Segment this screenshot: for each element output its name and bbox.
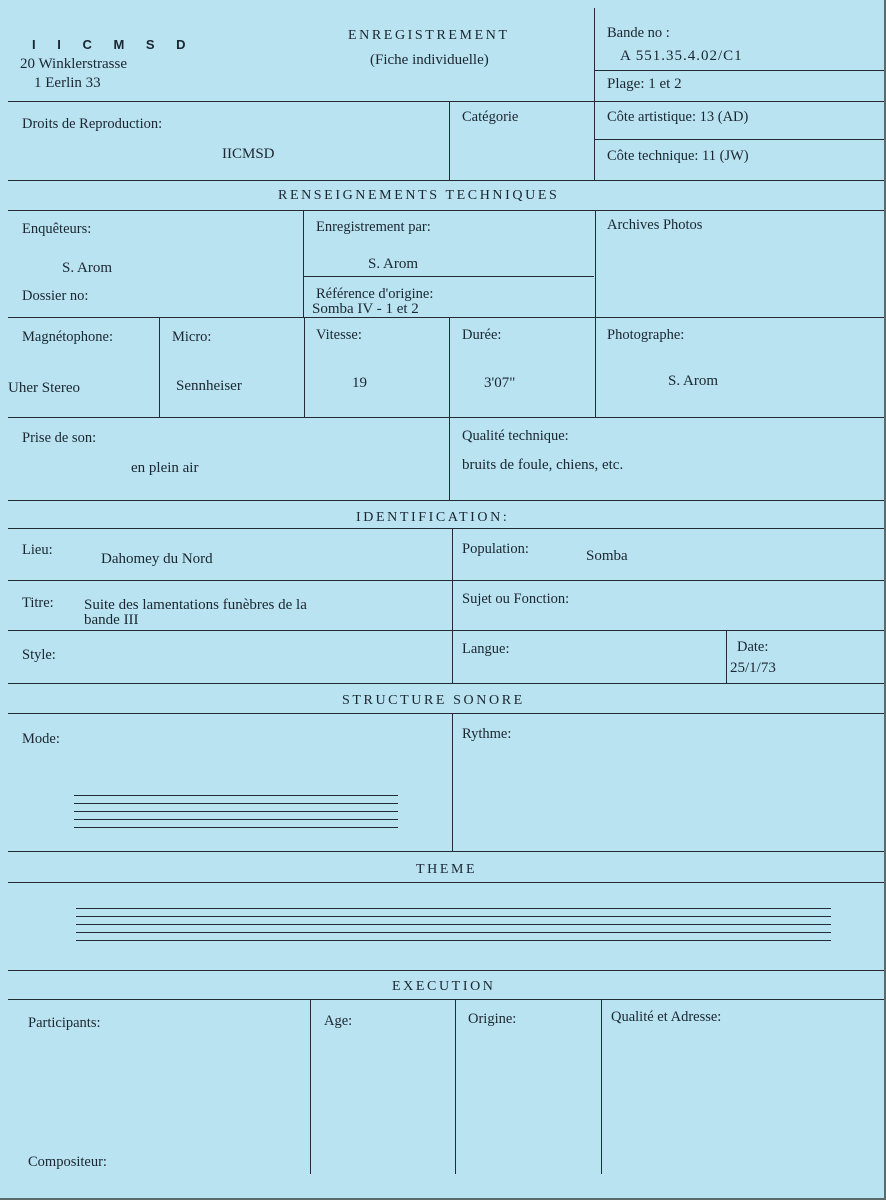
titre-label: Titre: <box>22 595 54 611</box>
staff-line <box>74 795 398 796</box>
duree-value: 3'07" <box>484 375 516 391</box>
population-label: Population: <box>462 541 529 557</box>
divider <box>8 180 884 181</box>
staff-line <box>74 827 398 828</box>
reference-value: Somba IV - 1 et 2 <box>312 301 419 317</box>
style-label: Style: <box>22 647 56 663</box>
lieu-value: Dahomey du Nord <box>101 551 213 567</box>
bande-value: A 551.35.4.02/C1 <box>620 48 743 64</box>
micro-label: Micro: <box>172 329 212 345</box>
institution-street: 20 Winklerstrasse <box>20 56 128 72</box>
age-label: Age: <box>324 1013 353 1029</box>
divider <box>304 317 305 417</box>
titre-value-line1: Suite des lamentations funèbres de la <box>84 597 307 613</box>
titre-value-line2: bande III <box>84 612 139 628</box>
section-title-theme: THEME <box>416 862 478 877</box>
qualite-adresse-label: Qualité et Adresse: <box>611 1009 722 1025</box>
section-title-execution: EXECUTION <box>392 979 496 994</box>
institution-logo: I I C M S D <box>32 37 195 52</box>
form-subtitle: (Fiche individuelle) <box>370 52 489 68</box>
divider <box>8 417 884 418</box>
magnetophone-label: Magnétophone: <box>22 329 114 345</box>
divider <box>452 713 453 851</box>
photographe-label: Photographe: <box>607 327 685 343</box>
bande-label: Bande no : <box>607 25 670 41</box>
staff-line <box>76 916 831 917</box>
divider <box>8 528 884 529</box>
form-title: ENREGISTREMENT <box>348 28 510 43</box>
divider <box>601 999 602 1174</box>
categorie-label: Catégorie <box>462 109 519 125</box>
divider <box>8 580 884 581</box>
divider <box>8 882 884 883</box>
vitesse-label: Vitesse: <box>316 327 362 343</box>
divider <box>452 528 453 683</box>
date-label: Date: <box>737 639 769 655</box>
divider <box>449 417 450 500</box>
institution-city: 1 Eerlin 33 <box>34 75 101 91</box>
staff-line <box>76 908 831 909</box>
divider <box>8 683 884 684</box>
magnetophone-value: Uher Stereo <box>8 380 81 396</box>
participants-label: Participants: <box>28 1015 101 1031</box>
divider <box>8 101 884 102</box>
divider <box>8 210 884 211</box>
section-title-technical: RENSEIGNEMENTS TECHNIQUES <box>278 188 560 203</box>
droits-value: IICMSD <box>222 146 275 162</box>
photographe-value: S. Arom <box>668 373 719 389</box>
divider <box>594 8 595 180</box>
sujet-fonction-label: Sujet ou Fonction: <box>462 591 570 607</box>
divider <box>303 276 594 277</box>
divider <box>455 999 456 1174</box>
cote-artistique: Côte artistique: 13 (AD) <box>607 109 749 125</box>
staff-line <box>74 819 398 820</box>
compositeur-label: Compositeur: <box>28 1154 107 1170</box>
staff-line <box>74 803 398 804</box>
divider <box>310 999 311 1174</box>
langue-label: Langue: <box>462 641 510 657</box>
lieu-label: Lieu: <box>22 542 53 558</box>
population-value: Somba <box>586 548 628 564</box>
section-title-structure: STRUCTURE SONORE <box>342 693 525 708</box>
divider <box>8 999 884 1000</box>
divider <box>303 210 304 317</box>
qualite-technique-label: Qualité technique: <box>462 428 569 444</box>
divider <box>8 630 884 631</box>
enqueteurs-label: Enquêteurs: <box>22 221 92 237</box>
enregistrement-par-label: Enregistrement par: <box>316 219 431 235</box>
divider <box>8 713 884 714</box>
divider <box>726 630 727 683</box>
plage-value: Plage: 1 et 2 <box>607 76 682 92</box>
origine-label: Origine: <box>468 1011 517 1027</box>
divider <box>8 317 884 318</box>
enqueteurs-value: S. Arom <box>62 260 113 276</box>
mode-label: Mode: <box>22 731 60 747</box>
divider <box>594 70 884 71</box>
prise-de-son-label: Prise de son: <box>22 430 97 446</box>
archives-photos-label: Archives Photos <box>607 217 703 233</box>
divider <box>8 970 884 971</box>
staff-line <box>74 811 398 812</box>
cote-technique: Côte technique: 11 (JW) <box>607 148 749 164</box>
staff-line <box>76 940 831 941</box>
divider <box>449 317 450 417</box>
enregistrement-par-value: S. Arom <box>368 256 419 272</box>
prise-de-son-value: en plein air <box>131 460 199 476</box>
divider <box>594 139 884 140</box>
section-title-identification: IDENTIFICATION: <box>356 510 510 525</box>
micro-value: Sennheiser <box>176 378 242 394</box>
staff-line <box>76 932 831 933</box>
divider <box>8 500 884 501</box>
divider <box>8 851 884 852</box>
vitesse-value: 19 <box>352 375 367 391</box>
droits-label: Droits de Reproduction: <box>22 116 163 132</box>
rythme-label: Rythme: <box>462 726 512 742</box>
reference-label: Référence d'origine: <box>316 286 434 302</box>
duree-label: Durée: <box>462 327 502 343</box>
date-value: 25/1/73 <box>730 660 776 676</box>
staff-line <box>76 924 831 925</box>
divider <box>449 101 450 181</box>
divider <box>159 317 160 417</box>
qualite-technique-value: bruits de foule, chiens, etc. <box>462 457 624 473</box>
dossier-label: Dossier no: <box>22 288 89 304</box>
divider <box>595 210 596 417</box>
